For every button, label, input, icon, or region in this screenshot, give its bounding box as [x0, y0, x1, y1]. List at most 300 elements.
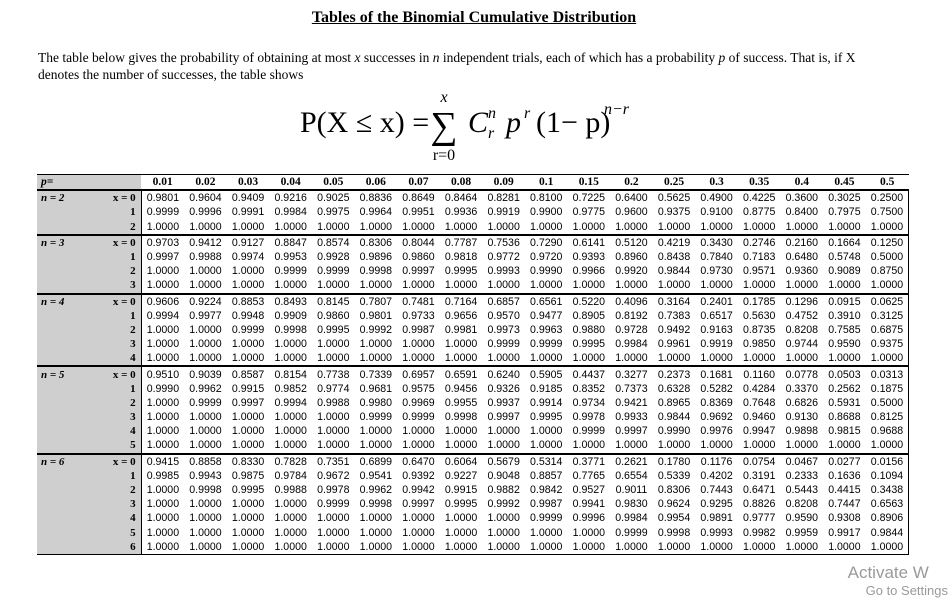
- table-cell: 1.0000: [231, 279, 265, 292]
- table-cell: 0.6899: [355, 454, 398, 469]
- table-cell: 0.9990: [657, 425, 691, 438]
- table-cell: 0.9988: [274, 484, 307, 497]
- table-row: [37, 424, 909, 438]
- table-cell: 1.0000: [359, 512, 393, 525]
- table-cell: 0.9477: [530, 309, 563, 322]
- table-cell: 1.0000: [444, 352, 478, 365]
- table-cell: 1.0000: [695, 540, 738, 555]
- x-label-cell: 2: [84, 483, 142, 497]
- table-cell: 1.0000: [743, 279, 776, 292]
- n-label-cell: [37, 526, 84, 540]
- table-cell: 0.9730: [700, 265, 733, 278]
- table-cell: 1.0000: [700, 220, 733, 233]
- table-cell: 0.6561: [525, 294, 568, 309]
- table-cell: 0.9624: [657, 498, 691, 511]
- table-cell: 1.0000: [487, 352, 520, 365]
- table-cell: 0.9978: [572, 411, 606, 424]
- column-header: 0.25: [653, 175, 696, 191]
- table-cell: 0.9933: [615, 411, 648, 424]
- table-cell: 0.9984: [615, 512, 648, 525]
- table-cell: 1.0000: [402, 338, 435, 351]
- intro-text-4: of success. That is, if X denotes the number of successes, the table shows: [38, 50, 856, 82]
- table-cell: 0.1681: [695, 366, 738, 381]
- table-cell: 0.9999: [317, 498, 350, 511]
- table-cell: 1.0000: [487, 512, 520, 525]
- table-cell: 0.1664: [823, 235, 866, 250]
- table-cell: 0.7225: [568, 190, 611, 205]
- table-row: [37, 483, 909, 497]
- table-cell: 0.7447: [828, 498, 861, 511]
- table-row: [37, 235, 909, 250]
- table-cell: 0.9774: [317, 382, 350, 395]
- table-cell: 1.0000: [615, 279, 648, 292]
- table-cell: 0.9997: [402, 265, 435, 278]
- table-cell: 1.0000: [231, 411, 265, 424]
- column-header: 0.5: [866, 175, 909, 191]
- table-cell: 0.9734: [572, 396, 606, 409]
- formula-p-sup: r: [524, 105, 531, 122]
- table-cell: 0.9954: [657, 512, 691, 525]
- table-cell: 1.0000: [231, 526, 265, 539]
- table-row: [37, 278, 909, 293]
- table-cell: 0.9992: [359, 323, 393, 336]
- table-cell: 0.8688: [828, 411, 861, 424]
- n-label-cell: n = 6: [37, 454, 84, 469]
- table-cell: 0.9815: [828, 425, 861, 438]
- table-cell: 0.9375: [657, 206, 691, 219]
- table-cell: 0.9980: [359, 396, 393, 409]
- table-cell: 1.0000: [359, 352, 393, 365]
- table-cell: 0.1296: [781, 294, 824, 309]
- n-label-cell: [37, 396, 84, 410]
- table-cell: 0.7383: [657, 309, 691, 322]
- table-cell: 1.0000: [184, 540, 227, 555]
- table-cell: 1.0000: [402, 526, 435, 539]
- table-cell: 0.9985: [141, 469, 184, 483]
- table-cell: 0.9898: [785, 425, 818, 438]
- table-cell: 1.0000: [444, 439, 478, 452]
- table-cell: 0.7164: [440, 294, 483, 309]
- table-cell: 0.9914: [530, 396, 563, 409]
- intro-text-2: successes in: [360, 50, 433, 65]
- table-cell: 0.9990: [530, 265, 563, 278]
- table-cell: 1.0000: [189, 279, 222, 292]
- formula-C-sup: n: [488, 105, 496, 122]
- binomial-table-container: [37, 174, 909, 555]
- table-cell: 1.0000: [444, 425, 478, 438]
- table-cell: 0.9917: [828, 526, 861, 539]
- column-header: 0.04: [269, 175, 312, 191]
- table-cell: 1.0000: [866, 351, 909, 366]
- x-label-cell: 2: [84, 396, 142, 410]
- table-cell: 0.9919: [700, 338, 733, 351]
- table-cell: 0.9227: [444, 469, 478, 482]
- table-cell: 0.9995: [444, 265, 478, 278]
- table-cell: 1.0000: [828, 439, 861, 452]
- table-cell: 0.0467: [781, 454, 824, 469]
- table-cell: 0.5120: [610, 235, 653, 250]
- column-header: 0.2: [610, 175, 653, 191]
- column-header: 0.09: [482, 175, 525, 191]
- table-cell: 0.9996: [572, 512, 606, 525]
- table-cell: 0.9185: [530, 382, 563, 395]
- n-label-cell: [37, 351, 84, 366]
- table-cell: 0.7807: [355, 294, 398, 309]
- table-cell: 0.5931: [828, 396, 861, 409]
- table-cell: 1.0000: [231, 498, 265, 511]
- formula-factor-sup: n−r: [604, 101, 630, 118]
- table-cell: 0.7481: [397, 294, 440, 309]
- table-cell: 0.7500: [866, 205, 909, 219]
- table-cell: 1.0000: [141, 337, 184, 351]
- table-cell: 0.9963: [530, 323, 563, 336]
- table-cell: 0.9997: [141, 250, 184, 264]
- table-cell: 0.1160: [738, 366, 781, 381]
- table-cell: 0.9025: [312, 190, 355, 205]
- x-label-cell: 4: [84, 511, 142, 525]
- n-label-cell: [37, 382, 84, 396]
- table-cell: 0.3025: [823, 190, 866, 205]
- table-cell: 1.0000: [444, 220, 478, 233]
- table-cell: 0.1875: [866, 382, 909, 396]
- table-cell: 0.8125: [866, 410, 909, 424]
- table-cell: 0.9590: [785, 512, 818, 525]
- table-cell: 0.9999: [359, 411, 393, 424]
- table-cell: 1.0000: [738, 540, 781, 555]
- table-cell: 1.0000: [274, 526, 307, 539]
- table-cell: 0.9962: [359, 484, 393, 497]
- table-cell: 1.0000: [141, 351, 184, 366]
- table-cell: 0.9997: [615, 425, 648, 438]
- table-cell: 0.0778: [781, 366, 824, 381]
- x-label-cell: 4: [84, 351, 142, 366]
- table-cell: 1.0000: [189, 352, 222, 365]
- n-label-cell: [37, 250, 84, 264]
- table-cell: 0.3910: [828, 309, 861, 322]
- table-cell: 0.9733: [402, 309, 435, 322]
- table-cell: 0.9308: [828, 512, 861, 525]
- table-cell: 1.0000: [785, 220, 818, 233]
- table-cell: 0.9999: [141, 205, 184, 219]
- table-cell: 0.9728: [615, 323, 648, 336]
- table-cell: 1.0000: [781, 540, 824, 555]
- table-cell: 0.9973: [487, 323, 520, 336]
- table-cell: 0.9541: [359, 469, 393, 482]
- table-cell: 0.6591: [440, 366, 483, 381]
- table-cell: 0.2500: [866, 190, 909, 205]
- table-cell: 0.9955: [444, 396, 478, 409]
- table-cell: 1.0000: [359, 439, 393, 452]
- table-cell: 0.1785: [738, 294, 781, 309]
- p-header-label: p=: [37, 175, 84, 191]
- table-cell: 1.0000: [227, 540, 270, 555]
- table-body: [37, 190, 909, 554]
- table-cell: 0.9100: [700, 206, 733, 219]
- table-cell: 0.9852: [274, 382, 307, 395]
- x-label-cell: 2: [84, 220, 142, 235]
- table-cell: 0.2333: [785, 469, 818, 482]
- table-cell: 0.9672: [317, 469, 350, 482]
- table-cell: 0.9999: [530, 512, 563, 525]
- formula-p: p: [506, 106, 521, 139]
- table-cell: 1.0000: [231, 439, 265, 452]
- table-cell: 0.9415: [141, 454, 184, 469]
- x-label-cell: 1: [84, 382, 142, 396]
- watermark-line-1: Activate W: [847, 563, 929, 582]
- n-label-cell: [37, 323, 84, 337]
- x-label-cell: 4: [84, 424, 142, 438]
- table-cell: 0.0277: [823, 454, 866, 469]
- x-label-cell: 3: [84, 497, 142, 511]
- table-row: [37, 454, 909, 469]
- table-cell: 0.9928: [317, 251, 350, 264]
- table-cell: 1.0000: [743, 439, 776, 452]
- table-row: [37, 540, 909, 555]
- table-cell: 0.6064: [440, 454, 483, 469]
- table-cell: 0.7183: [743, 251, 776, 264]
- table-cell: 0.4900: [695, 190, 738, 205]
- table-cell: 1.0000: [274, 279, 307, 292]
- table-cell: 0.8369: [700, 396, 733, 409]
- table-cell: 1.0000: [359, 220, 393, 233]
- table-row: [37, 511, 909, 525]
- table-cell: 0.9130: [785, 411, 818, 424]
- intro-var-p: p: [718, 50, 726, 65]
- table-cell: 1.0000: [743, 352, 776, 365]
- table-cell: 0.9830: [615, 498, 648, 511]
- column-header: 0.07: [397, 175, 440, 191]
- table-cell: 0.4202: [700, 469, 733, 482]
- table-cell: 0.1094: [866, 469, 909, 483]
- table-cell: 0.9966: [572, 265, 606, 278]
- n-label-cell: [37, 410, 84, 424]
- table-cell: 0.8853: [227, 294, 270, 309]
- table-cell: 0.9915: [231, 382, 265, 395]
- table-cell: 0.9590: [828, 338, 861, 351]
- table-cell: 0.8750: [866, 264, 909, 278]
- table-cell: 0.9987: [402, 323, 435, 336]
- table-cell: 0.5000: [866, 250, 909, 264]
- table-cell: 0.9295: [700, 498, 733, 511]
- table-cell: 0.6875: [866, 323, 909, 337]
- n-label-cell: [37, 469, 84, 483]
- table-cell: 1.0000: [657, 279, 691, 292]
- x-label-cell: 6: [84, 540, 142, 555]
- table-cell: 1.0000: [568, 540, 611, 555]
- table-cell: 1.0000: [828, 220, 861, 233]
- n-label-cell: [37, 205, 84, 219]
- table-cell: 0.9998: [274, 323, 307, 336]
- table-cell: 0.7585: [828, 323, 861, 336]
- table-cell: 1.0000: [444, 512, 478, 525]
- table-cell: 0.9990: [141, 382, 184, 396]
- table-cell: 0.9882: [487, 484, 520, 497]
- table-cell: 1.0000: [785, 352, 818, 365]
- table-cell: 1.0000: [274, 512, 307, 525]
- table-cell: 0.9510: [141, 366, 184, 381]
- table-cell: 0.7351: [312, 454, 355, 469]
- table-cell: 1.0000: [141, 410, 184, 424]
- table-cell: 1.0000: [572, 439, 606, 452]
- table-cell: 0.1250: [866, 235, 909, 250]
- table-cell: 0.6470: [397, 454, 440, 469]
- table-cell: 1.0000: [231, 512, 265, 525]
- table-cell: 0.9992: [487, 498, 520, 511]
- table-cell: 0.0754: [738, 454, 781, 469]
- table-cell: 1.0000: [572, 526, 606, 539]
- table-cell: 1.0000: [141, 526, 184, 540]
- table-cell: 0.6857: [482, 294, 525, 309]
- table-cell: 1.0000: [141, 424, 184, 438]
- x-label-cell: x = 0: [84, 366, 142, 381]
- table-cell: 0.8145: [312, 294, 355, 309]
- table-cell: 0.3277: [610, 366, 653, 381]
- table-cell: 0.9993: [700, 526, 733, 539]
- formula-C-sub: r: [488, 125, 495, 142]
- table-row: [37, 190, 909, 205]
- table-cell: 0.2401: [695, 294, 738, 309]
- table-cell: 0.4437: [568, 366, 611, 381]
- table-cell: 1.0000: [141, 323, 184, 337]
- table-cell: 0.9998: [657, 526, 691, 539]
- table-cell: 0.5282: [700, 382, 733, 395]
- table-cell: 1.0000: [189, 338, 222, 351]
- table-cell: 1.0000: [359, 338, 393, 351]
- table-cell: 0.9818: [444, 251, 478, 264]
- table-cell: 1.0000: [141, 396, 184, 410]
- table-cell: 0.9969: [402, 396, 435, 409]
- table-cell: 0.8775: [743, 206, 776, 219]
- table-cell: 0.9984: [274, 206, 307, 219]
- table-cell: 1.0000: [397, 540, 440, 555]
- table-cell: 0.9844: [657, 411, 691, 424]
- table-cell: 1.0000: [444, 279, 478, 292]
- table-cell: 0.3600: [781, 190, 824, 205]
- table-cell: 0.8906: [866, 511, 909, 525]
- header-blank-cell: [84, 175, 142, 191]
- table-cell: 0.6328: [657, 382, 691, 395]
- table-cell: 1.0000: [615, 352, 648, 365]
- n-label-cell: [37, 438, 84, 453]
- table-cell: 1.0000: [141, 497, 184, 511]
- table-cell: 0.9909: [274, 309, 307, 322]
- x-label-cell: 2: [84, 323, 142, 337]
- table-cell: 0.9999: [487, 338, 520, 351]
- table-cell: 0.3430: [695, 235, 738, 250]
- table-cell: 0.8857: [530, 469, 563, 482]
- table-cell: 0.9896: [359, 251, 393, 264]
- table-cell: 0.8826: [743, 498, 776, 511]
- formula-C: C: [468, 106, 489, 139]
- table-cell: 1.0000: [317, 439, 350, 452]
- table-cell: 0.9421: [615, 396, 648, 409]
- table-cell: 1.0000: [657, 220, 691, 233]
- table-cell: 0.4752: [785, 309, 818, 322]
- table-cell: 0.8306: [657, 484, 691, 497]
- table-cell: 0.9127: [227, 235, 270, 250]
- table-cell: 0.7738: [312, 366, 355, 381]
- table-cell: 0.9163: [700, 323, 733, 336]
- table-cell: 0.9392: [402, 469, 435, 482]
- table-cell: 0.9527: [572, 484, 606, 497]
- table-cell: 1.0000: [189, 411, 222, 424]
- table-cell: 1.0000: [487, 439, 520, 452]
- table-cell: 0.9919: [487, 206, 520, 219]
- table-cell: 1.0000: [482, 540, 525, 555]
- table-cell: 1.0000: [700, 439, 733, 452]
- table-cell: 0.9784: [274, 469, 307, 482]
- table-cell: 0.9720: [530, 251, 563, 264]
- x-label-cell: 2: [84, 264, 142, 278]
- table-cell: 1.0000: [530, 425, 563, 438]
- table-cell: 1.0000: [189, 498, 222, 511]
- table-row: [37, 382, 909, 396]
- table-cell: 1.0000: [317, 279, 350, 292]
- table-cell: 1.0000: [866, 540, 909, 555]
- table-cell: 0.9842: [530, 484, 563, 497]
- table-cell: 0.9999: [231, 323, 265, 336]
- table-cell: 1.0000: [572, 352, 606, 365]
- table-cell: 0.5630: [743, 309, 776, 322]
- table-cell: 0.6400: [610, 190, 653, 205]
- table-cell: 1.0000: [141, 278, 184, 293]
- table-row: [37, 205, 909, 219]
- table-cell: 0.9982: [743, 526, 776, 539]
- table-cell: 0.5905: [525, 366, 568, 381]
- table-cell: 0.8154: [269, 366, 312, 381]
- table-cell: 0.1780: [653, 454, 696, 469]
- table-cell: 0.9681: [359, 382, 393, 395]
- table-cell: 1.0000: [141, 264, 184, 278]
- table-cell: 0.7787: [440, 235, 483, 250]
- table-cell: 1.0000: [231, 265, 265, 278]
- table-cell: 0.7536: [482, 235, 525, 250]
- table-row: [37, 264, 909, 278]
- x-label-cell: 1: [84, 309, 142, 323]
- table-cell: 0.7828: [269, 454, 312, 469]
- table-cell: 1.0000: [317, 526, 350, 539]
- table-cell: 1.0000: [402, 220, 435, 233]
- table-cell: 1.0000: [359, 279, 393, 292]
- formula-lhs: P(X ≤ x) =: [300, 106, 430, 139]
- column-header: 0.01: [141, 175, 184, 191]
- table-cell: 1.0000: [866, 220, 909, 235]
- table-cell: 0.9606: [141, 294, 184, 309]
- table-cell: 0.8905: [572, 309, 606, 322]
- table-cell: 1.0000: [653, 540, 696, 555]
- table-cell: 0.6471: [743, 484, 776, 497]
- table-cell: 0.8352: [572, 382, 606, 395]
- table-cell: 0.9456: [444, 382, 478, 395]
- table-cell: 1.0000: [823, 540, 866, 555]
- table-cell: 0.9801: [141, 190, 184, 205]
- table-cell: 0.9570: [487, 309, 520, 322]
- table-cell: 1.0000: [189, 323, 222, 336]
- table-cell: 0.4284: [743, 382, 776, 395]
- table-cell: 1.0000: [274, 411, 307, 424]
- table-cell: 0.9777: [743, 512, 776, 525]
- table-cell: 1.0000: [274, 498, 307, 511]
- table-cell: 0.5443: [785, 484, 818, 497]
- table-cell: 0.2160: [781, 235, 824, 250]
- table-cell: 1.0000: [440, 540, 483, 555]
- table-cell: 1.0000: [487, 279, 520, 292]
- table-cell: 1.0000: [402, 352, 435, 365]
- table-cell: 1.0000: [189, 265, 222, 278]
- table-cell: 0.9936: [444, 206, 478, 219]
- table-cell: 0.9974: [231, 251, 265, 264]
- table-cell: 0.9844: [657, 265, 691, 278]
